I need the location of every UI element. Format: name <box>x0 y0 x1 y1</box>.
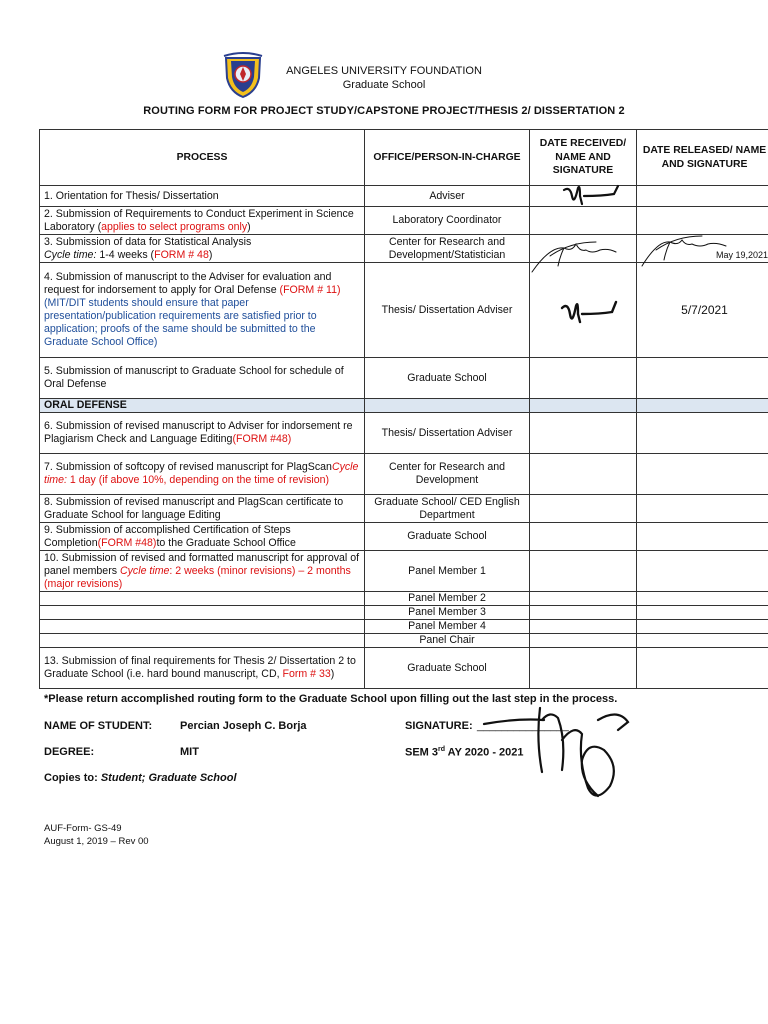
process-text: 13. Submission of final requirements for Thesis 2/ Dissertation 2 to Graduate School (i.e. hard bound manuscript, CD, <box>44 655 356 680</box>
office-cell: Panel Chair <box>365 634 530 648</box>
degree-value: MIT <box>180 746 199 758</box>
office-cell: Thesis/ Dissertation Adviser <box>365 413 530 454</box>
office-cell: Thesis/ Dissertation Adviser <box>365 263 530 358</box>
process-text-end: ) <box>208 248 213 261</box>
date-received-cell <box>530 495 637 523</box>
date-released-cell: 5/7/2021 <box>637 263 768 358</box>
process-cell: 8. Submission of revised manuscript and PlagScan certificate to Graduate School for language Editing <box>40 495 365 523</box>
process-cell: 5. Submission of manuscript to Graduate School for schedule of Oral Defense <box>40 358 365 399</box>
header-date-released: DATE RELEASED/ NAME AND SIGNATURE <box>637 130 768 186</box>
process-cell <box>40 592 365 606</box>
date-released-cell <box>637 454 768 495</box>
table-row <box>40 207 768 235</box>
table-row <box>40 648 768 689</box>
office-cell: Center for Research and Development/Statistician <box>365 235 530 263</box>
cycle-time-label: Cycle time: <box>44 461 359 486</box>
header-process: PROCESS <box>40 130 365 186</box>
date-received-cell <box>530 648 637 689</box>
adviser-signature-row1 <box>562 182 632 212</box>
cycle-time-value: 1 day (if above 10%, depending on the time of revision) <box>66 474 330 486</box>
process-red-text: applies to select programs only <box>101 220 248 233</box>
form-reference: Form # 33 <box>282 668 331 680</box>
table-row <box>40 186 768 207</box>
process-text: 3. Submission of data for Statistical Analysis <box>44 235 252 248</box>
table-row <box>40 495 768 523</box>
table-row <box>40 413 768 454</box>
date-received-cell <box>530 523 637 551</box>
section-label: ORAL DEFENSE <box>40 399 365 413</box>
revision-date: August 1, 2019 – Rev 00 <box>44 836 149 847</box>
form-title: ROUTING FORM FOR PROJECT STUDY/CAPSTONE PROJECT/THESIS 2/ DISSERTATION 2 <box>143 105 625 117</box>
date-received-cell <box>530 358 637 399</box>
table-row <box>40 606 768 620</box>
copies-label: Copies to: <box>44 772 101 784</box>
date-received-cell <box>530 551 637 592</box>
sem-sup: rd <box>438 746 446 753</box>
office-cell: Panel Member 3 <box>365 606 530 620</box>
process-cell <box>40 454 365 495</box>
form-reference: FORM # 48 <box>154 248 209 261</box>
process-text-end: to the Graduate School Office <box>156 536 296 549</box>
date-received-cell <box>530 413 637 454</box>
table-row <box>40 523 768 551</box>
adviser-signature-row4 <box>560 298 630 330</box>
table-header-row <box>40 130 768 186</box>
date-released-cell: May 19,2021 <box>637 235 768 263</box>
office-cell: Graduate School <box>365 358 530 399</box>
process-cell <box>40 523 365 551</box>
process-text: 7. Submission of softcopy of revised manuscript for PlagScan <box>44 461 332 473</box>
student-signature <box>478 700 638 810</box>
date-released-cell <box>637 648 768 689</box>
office-cell: Panel Member 1 <box>365 551 530 592</box>
process-text-end: ) <box>247 220 251 233</box>
form-reference: (FORM # 11) <box>279 284 341 296</box>
process-cell: 1. Orientation for Thesis/ Dissertation <box>40 186 365 207</box>
header-office: OFFICE/PERSON-IN-CHARGE <box>365 130 530 186</box>
date-released-cell <box>637 495 768 523</box>
table-row <box>40 592 768 606</box>
return-note: *Please return accomplished routing form to the Graduate School upon filling out the last step in the process. <box>44 693 618 705</box>
process-text: 4. Submission of manuscript to the Adviser for evaluation and request for indorsement to apply for Oral Defense <box>44 271 332 296</box>
signature-label: SIGNATURE: <box>405 720 473 732</box>
process-cell <box>40 648 365 689</box>
form-reference: (FORM #48) <box>232 433 292 445</box>
office-cell: Adviser <box>365 186 530 207</box>
office-cell: Graduate School <box>365 648 530 689</box>
table-row <box>40 551 768 592</box>
date-released-cell <box>637 186 768 207</box>
cycle-time-value: : 2 weeks (minor revisions) – 2 months (major revisions) <box>44 564 351 590</box>
process-cell <box>40 235 365 263</box>
cycle-time-value: 1-4 weeks ( <box>96 248 155 261</box>
section-row-oral-defense <box>40 399 768 413</box>
process-cell <box>40 620 365 634</box>
sem-label: SEM 3 <box>405 746 439 759</box>
process-text-end: ) <box>330 668 335 680</box>
university-name: ANGELES UNIVERSITY FOUNDATION <box>286 65 482 77</box>
office-cell: Center for Research and Development <box>365 454 530 495</box>
cycle-time-label: Cycle time <box>119 564 170 577</box>
office-cell: Graduate School/ CED English Department <box>365 495 530 523</box>
process-cell <box>40 634 365 648</box>
table-row <box>40 620 768 634</box>
statistician-signature-released <box>640 232 740 272</box>
process-text: 2. Submission of Requirements to Conduct Experiment in Science Laboratory ( <box>44 207 354 233</box>
student-name-label: NAME OF STUDENT: <box>44 720 153 732</box>
table-row <box>40 263 768 358</box>
form-reference: (FORM #48) <box>97 536 157 549</box>
process-cell <box>40 551 365 592</box>
office-cell: Panel Member 2 <box>365 592 530 606</box>
statistician-signature-received <box>530 236 630 280</box>
table-row <box>40 634 768 648</box>
sem-value: AY 2020 - 2021 <box>445 746 524 759</box>
table-row <box>40 454 768 495</box>
office-cell: Laboratory Coordinator <box>365 207 530 235</box>
routing-table <box>39 129 768 689</box>
table-row <box>40 358 768 399</box>
office-cell: Panel Member 4 <box>365 620 530 634</box>
date-released-cell <box>637 358 768 399</box>
school-name: Graduate School <box>342 79 426 91</box>
signature-line: _______________ <box>477 720 569 732</box>
date-released-cell <box>637 207 768 235</box>
degree-label: DEGREE: <box>44 746 95 758</box>
process-text: 10. Submission of revised and formatted manuscript for approval of panel members <box>44 551 360 577</box>
process-cell <box>40 263 365 358</box>
process-cell <box>40 207 365 235</box>
copies-value: Student; Graduate School <box>100 772 237 784</box>
process-cell <box>40 413 365 454</box>
process-text: 9. Submission of accomplished Certification of Steps Completion <box>44 523 291 549</box>
office-cell: Graduate School <box>365 523 530 551</box>
process-cell <box>40 606 365 620</box>
copies-info <box>44 772 237 784</box>
student-name-value: Percian Joseph C. Borja <box>180 720 307 732</box>
header-date-received: DATE RECEIVED/ NAME AND SIGNATURE <box>530 130 637 186</box>
date-released-cell <box>637 551 768 592</box>
date-released-cell <box>637 413 768 454</box>
process-text: 6. Submission of revised manuscript to Adviser for indorsement re Plagiarism Check and Language Editing <box>44 420 353 445</box>
cycle-time-label: Cycle time: <box>44 248 97 261</box>
date-released-cell <box>637 523 768 551</box>
date-received-cell <box>530 454 637 495</box>
form-code: AUF-Form- GS-49 <box>44 823 122 834</box>
process-note-blue: (MIT/DIT students should ensure that paper presentation/publication requirements are satisfied prior to application; proofs of the same should be submitted to the Graduate School Office) <box>44 297 317 348</box>
